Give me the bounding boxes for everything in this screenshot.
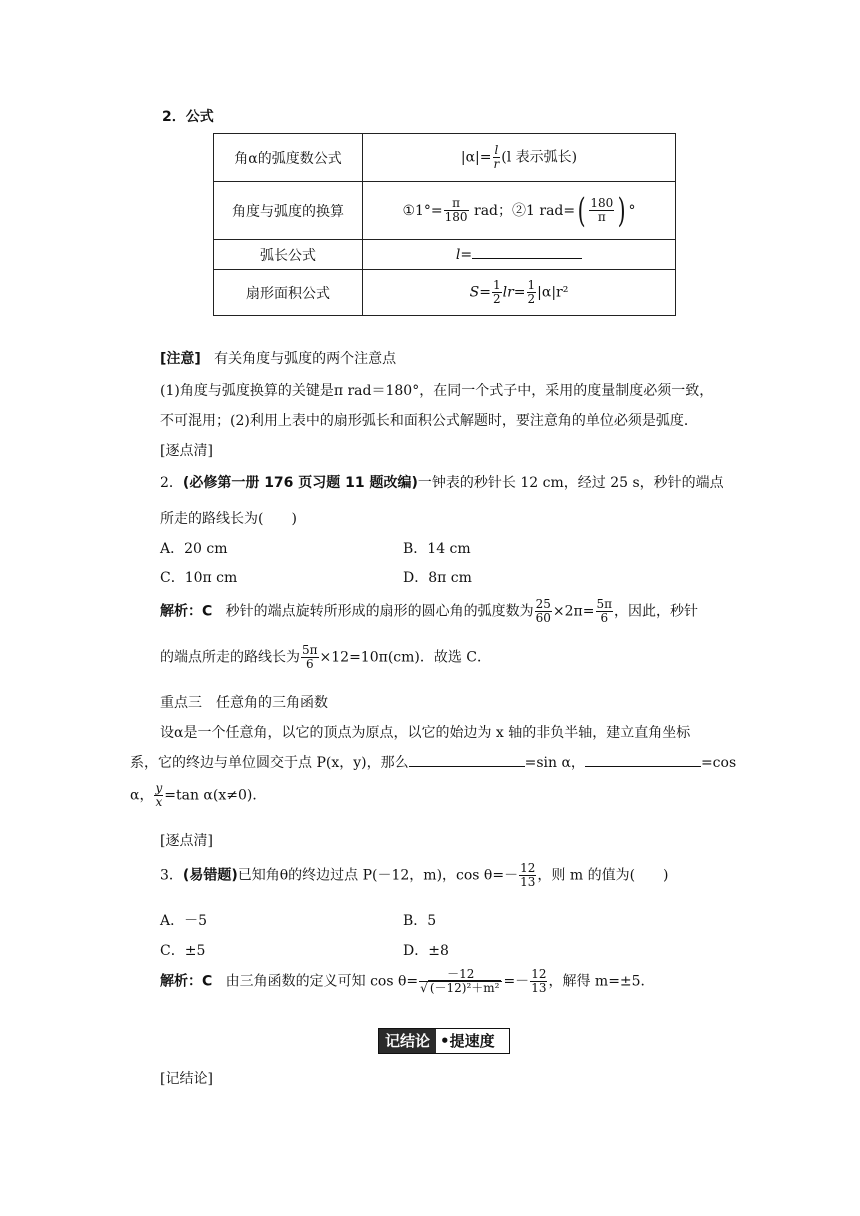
- section-title-formula: 2．公式: [162, 109, 214, 125]
- q2-option-a: A．20 cm: [160, 541, 228, 557]
- key-point-3-line-1: 设α是一个任意角，以它的顶点为原点，以它的始边为 x 轴的非负半轴，建立直角坐标: [160, 725, 691, 741]
- conclusion-banner: [378, 1028, 510, 1054]
- table-row4-formula: S= $\frac{1}{2}$ lr= $\frac{1}{2}$ |α|r²: [363, 270, 676, 316]
- table-row2-formula: ①1°= $\frac{\pi}{180}$ rad；②1 rad=( $\frac{180}{\pi}$ ) °: [363, 182, 676, 240]
- banner-left-label: 记结论: [379, 1029, 436, 1053]
- drill-label-2: [逐点清]: [160, 833, 213, 849]
- note-line-2: 不可混用；(2)利用上表中的扇形弧长和面积公式解题时，要注意角的单位必须是弧度．: [160, 413, 698, 429]
- q3-solution: 解析：C 由三角函数的定义可知 cos θ= $\frac{-12}{\text{√ (－12)²＋m²}}$ =－ $\frac{12}{13}$ ，解得 m=±5．: [160, 967, 655, 995]
- formula-table: [213, 133, 676, 316]
- note-line-1: (1)角度与弧度换算的关键是π rad＝180°，在同一个式子中，采用的度量制度必须一致，: [160, 383, 714, 399]
- q3-stem: 3．(易错题)已知角θ的终边过点 P(－12，m)，cos θ=－ $\frac{12}{13}$ ，则 m 的值为( ): [160, 861, 669, 889]
- key-point-3-line-2: 系，它的终边与单位圆交于点 P(x，y)，那么 =sin α， =cos: [130, 755, 737, 771]
- key-point-3-line-3: α， $\frac{y}{x}$ =tan α(x≠0)．: [130, 781, 267, 809]
- q2-option-b: B．14 cm: [403, 541, 471, 557]
- q2-line-1: 2．(必修第一册 176 页习题 11 题改编)一钟表的秒针长 12 cm，经过 25 s，秒针的端点: [160, 475, 724, 491]
- table-row2-label: 角度与弧度的换算: [214, 182, 363, 240]
- banner-right-label: •提速度: [440, 1032, 495, 1050]
- note-heading: [注意] 有关角度与弧度的两个注意点: [160, 351, 397, 367]
- q3-option-c: C．±5: [160, 943, 206, 959]
- table-row3-label: 弧长公式: [214, 240, 363, 270]
- q2-option-d: D．8π cm: [403, 570, 472, 586]
- q3-option-a: A．－5: [160, 913, 208, 929]
- key-point-3-title: 重点三 任意角的三角函数: [160, 695, 328, 711]
- q3-option-b: B．5: [403, 913, 437, 929]
- q3-option-d: D．±8: [403, 943, 449, 959]
- q2-solution-line-2: 的端点所走的路线长为 $\frac{5\pi}{6}$ ×12=10π(cm)．故选 C．: [160, 643, 492, 671]
- q2-option-c: C．10π cm: [160, 570, 238, 586]
- table-row1-formula: |α|= $\frac{l}{r}$ (l 表示弧长): [363, 134, 676, 182]
- table-row1-label: 角α的弧度数公式: [214, 134, 363, 182]
- table-row4-label: 扇形面积公式: [214, 270, 363, 316]
- conclusion-label: [记结论]: [160, 1071, 213, 1087]
- table-row3-formula: l=: [363, 240, 676, 270]
- q2-line-2: 所走的路线长为( ): [160, 511, 297, 527]
- q2-solution-line-1: 解析：C 秒针的端点旋转所形成的扇形的圆心角的弧度数为 $\frac{25}{60}$ ×2π= $\frac{5\pi}{6}$ ，因此，秒针: [160, 597, 699, 625]
- drill-label: [逐点清]: [160, 443, 213, 459]
